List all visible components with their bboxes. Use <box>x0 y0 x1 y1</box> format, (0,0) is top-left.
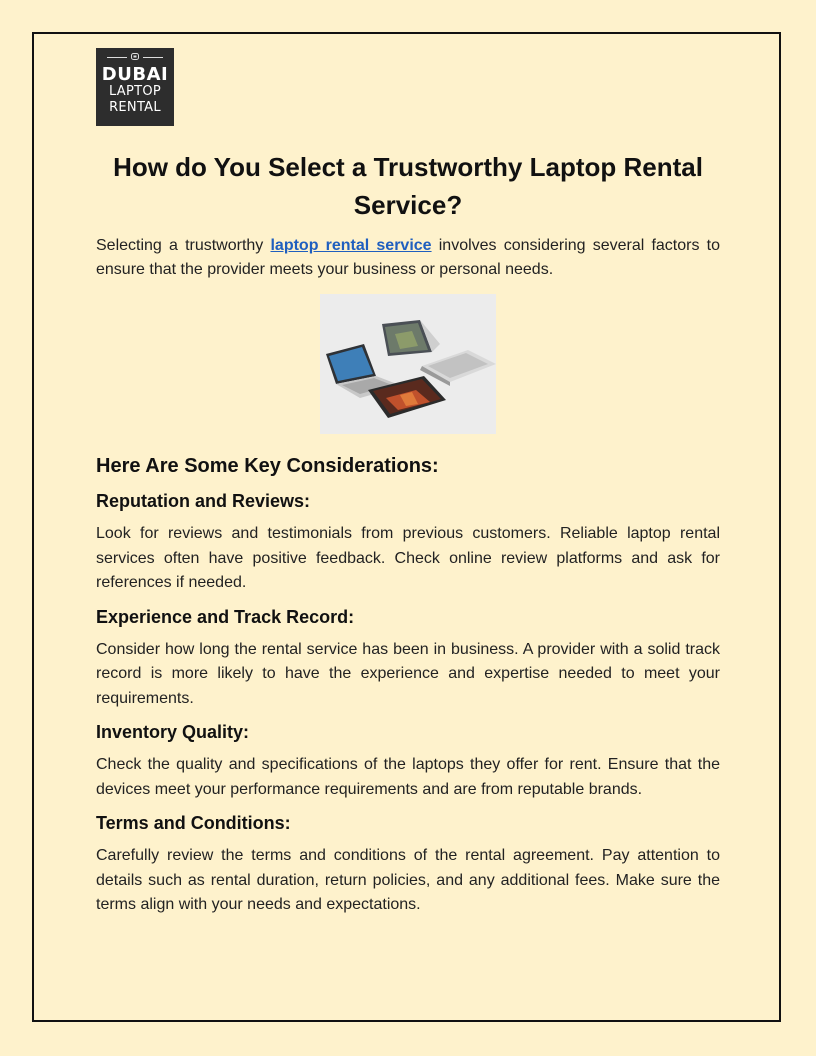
intro-paragraph: Selecting a trustworthy laptop rental service involves considering several factors to ensure that the provider meets your business or personal needs. <box>96 237 721 278</box>
laptops-photo <box>320 294 496 434</box>
logo-text-dubai: DUBAI <box>101 64 169 85</box>
subheading-inventory: Inventory Quality: <box>96 722 250 742</box>
paragraph-reputation: Look for reviews and testimonials from previous customers. Reliable laptop rental services often have positive feedback. Check online review platforms and ask for references if needed. <box>96 525 720 591</box>
subheading-reputation: Reputation and Reviews: <box>96 491 311 511</box>
laptop-icon <box>130 53 140 62</box>
page-title: How do You Select a Trustworthy Laptop Rental Service? <box>113 152 703 220</box>
section-heading: Here Are Some Key Considerations: <box>96 455 439 477</box>
laptop-rental-service-link[interactable]: laptop rental service <box>270 237 432 254</box>
paragraph-inventory: Check the quality and specifications of the laptops they offer for rent. Ensure that the devices meet your performance requirements and are from reputable brands. <box>96 756 720 798</box>
logo-text-rental: RENTAL <box>109 100 161 115</box>
document-content <box>96 48 720 918</box>
subheading-terms: Terms and Conditions: <box>96 813 291 833</box>
logo-text-laptop: LAPTOP <box>108 84 162 99</box>
paragraph-experience: Consider how long the rental service has been in business. A provider with a solid track record is more likely to have the experience and expertise needed to meet your requirements. <box>96 640 720 707</box>
subheading-experience: Experience and Track Record: <box>96 606 355 627</box>
company-logo <box>96 48 174 126</box>
paragraph-terms: Carefully review the terms and conditions of the rental agreement. Pay attention to details such as rental duration, return policies, and any additional fees. Make sure the terms align with your needs and expectations. <box>96 847 720 913</box>
